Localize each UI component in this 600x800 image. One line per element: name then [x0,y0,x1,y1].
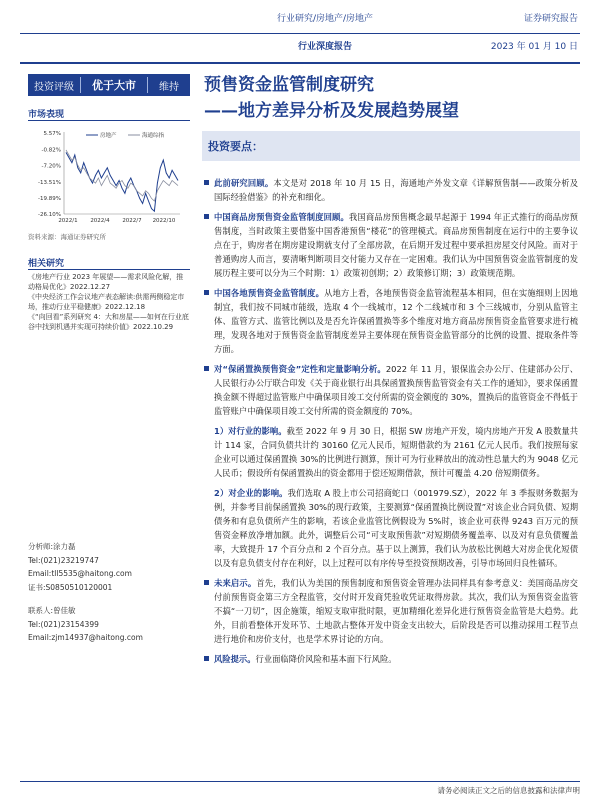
rating-value: 优于大市 [80,77,148,93]
analyst-name: 分析师:涂力磊 [28,542,76,551]
footer-disclaimer[interactable]: 请务必阅读正文之后的信息披露和法律声明 [437,786,580,795]
analyst-email[interactable]: Email:tll5535@haitong.com [28,569,132,578]
paragraph-lead: 对“保函置换预售资金”定性和定量影响分析。 [214,364,386,374]
paragraph-lead: 风险提示。 [214,654,256,664]
body-text [204,176,578,672]
x-tick-label: 2022/4 [90,218,110,224]
legend-label-index: 海通综指 [142,133,165,139]
page-title: 预售资金监管制度研究 [204,75,374,95]
paragraph-lead: 未来启示。 [214,578,257,588]
paragraph [204,176,578,204]
y-tick-label: -7.20% [41,163,61,170]
paragraph-text: 我们选取 A 股上市公司招商蛇口（001979.SZ），2022 年 3 季报财务数据为例，并参考目前保函置换 30%的现行政策，主要测算“保函置换比例设置”对该企业合同负债、短期债务和有息负债所产生的影响，若该企业监管比例假设为 5%时，该企业可获得 9243 百万元的预售资金释放净增加额。此外，调整后公司“可支取预售款”对短期债务覆盖率、以及对有息负债覆盖率，大致提升 17 个百分点和 2 个百分点。基于以上测算，我们认为放松比例越大对房企优化短债以及有息负债支付存在利好，以上过程可以有序传导至投资预期改善，引导市场回归良性循环。 [214,488,578,568]
paragraph [204,652,578,666]
analyst-block [28,540,190,645]
y-tick-label: -0.82% [41,147,61,154]
paragraph-text: 首先，我们认为美国的预售制度和预售资金管理办法同样具有参考意义：美国商品房交付前预售资金第三方全程监管，交付时开发商凭验收凭证取得房款。其次，我们认为预售资金监管不搞“一刀切”，因企施策，缩短支取审批时限，更加精细化差异化进行预售资金监管是大趋势。此外，目前看整体开发环节、土地款占整体开发中资金支出较大，后阶段是否可以推动採用工程节点进行地价和房价支付，也是学术界讨论的方向。 [214,578,578,644]
paragraph [204,286,578,356]
analyst-cert: 证书:S0850510120001 [28,582,113,592]
related-divider [28,269,190,270]
analyst-tel: Tel:(021)23219747 [28,555,99,565]
related-item[interactable]: 《中央经济工作会议地产表态解读:供需两侧稳定市场，推动行业平稳健康》2022.12.18 [28,293,185,311]
market-chart-svg [28,122,190,232]
rating-label: 投资评级 [34,81,74,93]
report-category: 行业研究/房地产/房地产 [276,14,374,24]
report-type: 行业深度报告 [297,42,352,52]
paragraph-text: 我国商品房预售概念最早起源于 1994 年正式推行的商品房预售制度，当时政策主要借鉴中国香港预售“楼花”的管理模式。商品房预售制度在运行中的主要争议点在于，购房者在期房建设期就支付了全部房款，在后期开发过程中要承担房屋交付风险。而对于普通购房人而言，要清晰判断项目交付能力又存在一定困难。我们认为中国预售资金监管制度的发展历程主要可以分为三个时期：1）政策初创期；2）政策修订期；3）政策规范期。 [214,212,578,278]
report-org: 证券研究报告 [523,14,578,24]
contact-tel: Tel:(021)23154399 [28,619,99,629]
market-chart [28,122,190,232]
paragraph [204,210,578,280]
paragraph-text: 从地方上看，各地预售资金监管流程基本相同，但在实施细则上因地制宜，我们按不同城市能级，选取 4 个一线城市，12 个二线城市和 3 个三线城市，分别从监管主体、监管方式、监管比例以及是否允许保函置换等多个维度对地方商品房预售资金监管要求进行梳理，发现各地对于预售资金监管制度差异主要体现在预售资金监管部分的比例的设置、提取条件等方面。 [214,288,578,354]
related-heading: 相关研究 [28,259,65,269]
paragraph-text: 截至 2022 年 9 月 30 日，根据 SW 房地产开发，境内房地产开发 A 股数量共计 114 家，合同负债共计约 30160 亿元人民币，短期借款约为 2161 亿元人民币。我们按照每家企业可以通过保函置换 30%的比例进行测算，预计可为行业释放出的流动性总量大约为 9048 亿元人民币；假设所有保函置换出的资金都用于偿还短期借款，预计可覆盖 4.20 倍短期债务。 [214,426,578,478]
keypoints-banner [202,131,580,161]
related-list [28,272,190,332]
x-tick-label: 2022/10 [152,218,176,224]
related-item[interactable]: 《房地产行业 2023 年展望——需求风险化解，推动格局优化》2022.12.27 [28,273,184,291]
page-subtitle: ——地方差异分析及发展趋势展望 [204,101,459,121]
paragraph-lead: 1）对行业的影响。 [214,426,287,436]
y-tick-label: -13.51% [38,179,61,186]
header-divider-bold [20,62,580,64]
paragraph-text: 本文是对 2018 年 10 月 15 日，海通地产外发文章《详解预售制——政策分析及国际经验借鉴》的补充和细化。 [214,178,578,202]
x-tick-label: 2022/1 [58,218,78,224]
legend-label-realestate: 房地产 [100,133,117,139]
report-date: 2023 年 01 月 10 日 [490,42,578,52]
footer-divider [20,781,580,782]
rating-badge [28,74,190,96]
paragraph [204,362,578,418]
keypoints-label: 投资要点： [208,140,263,153]
chart-source: 资料来源：海通证券研究所 [28,233,106,241]
contact-email[interactable]: Email:zjm14937@haitong.com [28,633,143,642]
paragraph-text: 2022 年 11 月，银保监会办公厅、住建部办公厅、人民银行办公厅联合印发《关于商业银行出具保函置换预售监管资金有关工作的通知》，要求保函置换金额不得超过监管账户中确保项目竣工交付所需的资金额度的 30%，置换后的监管资金不得低于监管账户中确保项目竣工交付所需的资金额度的 70%。 [214,364,578,416]
paragraph-lead: 中国各地预售资金监管制度。 [214,288,325,298]
y-tick-label: 5.57% [43,131,61,138]
paragraph [204,424,578,480]
paragraph-lead: 中国商品房预售资金监管制度回顾。 [214,212,349,222]
paragraph-lead: 此前研究回顾。 [214,178,274,188]
y-tick-label: -19.89% [38,196,61,203]
market-divider [28,120,190,121]
contact-name: 联系人:曾佳敏 [28,606,76,615]
paragraph-text: 行业面临降价风险和基本面下行风险。 [255,654,397,664]
x-tick-label: 2022/7 [122,218,142,224]
market-heading: 市场表现 [28,110,65,120]
related-item[interactable]: 《“向回看”系列研究 4：大和房屋——如何在行业底谷中找到机遇并实现可持续价值》2022.10.29 [28,313,189,331]
rating-change: 维持 [159,81,179,93]
y-tick-label: -26.10% [38,212,61,218]
paragraph [204,486,578,570]
header-divider [20,33,580,34]
paragraph [204,576,578,646]
paragraph-lead: 2）对企业的影响。 [214,488,288,498]
series-line-index [66,150,178,201]
series-line-realestate [66,152,178,211]
